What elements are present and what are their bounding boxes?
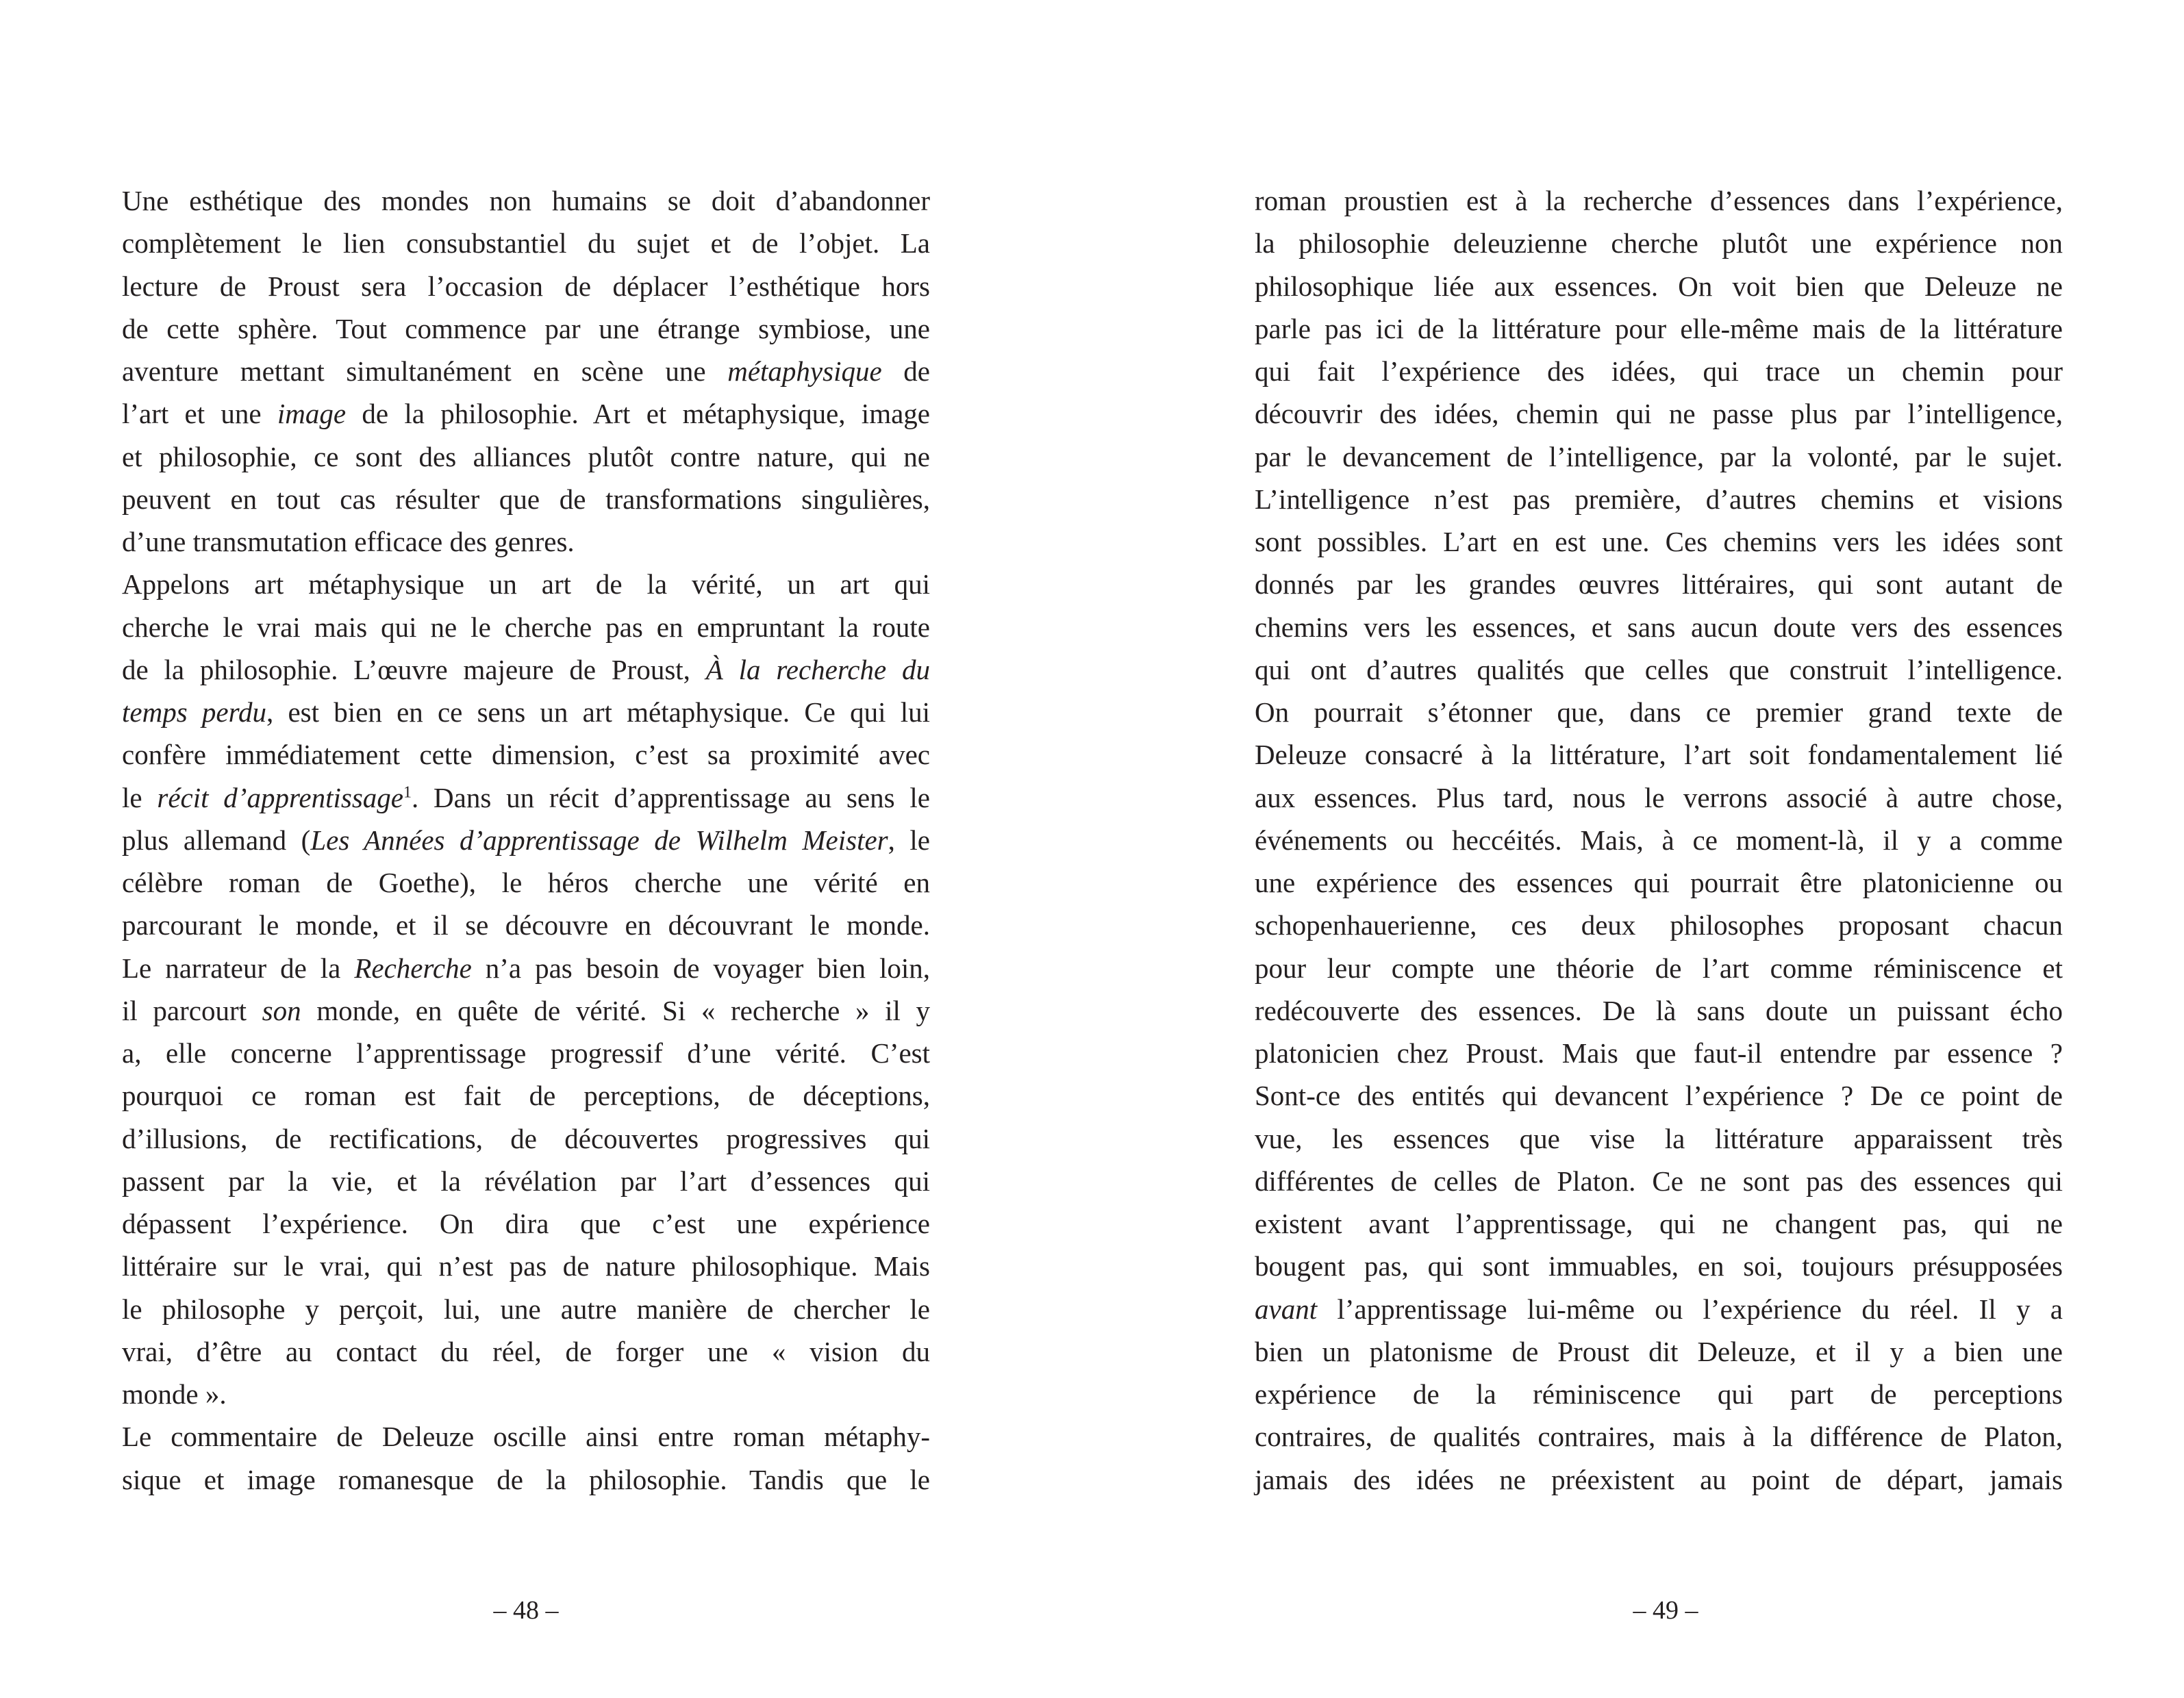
text-segment: Deleuze consacré à la littérature, l’art soit fondamentalement lié (1255, 739, 2063, 771)
text-segment: Le narrateur de la (122, 952, 355, 984)
text-segment: bien un platonisme de Proust dit Deleuze, et il y a bien une (1255, 1335, 2063, 1367)
body-text (122, 179, 930, 1501)
text-line (122, 1245, 930, 1287)
text-segment: roman proustien est à la recherche d’essences dans l’expérience, (1255, 185, 2063, 216)
text-line (122, 307, 930, 350)
text-line (1255, 520, 2063, 563)
text-line (122, 904, 930, 946)
text-line (122, 1202, 930, 1245)
text-segment: On pourrait s’étonner que, dans ce premier grand texte de (1255, 696, 2063, 728)
text-line (1255, 691, 2063, 733)
text-line (122, 1330, 930, 1373)
italic-text: Les Années d’apprentissage de Wilhelm Meister (310, 824, 888, 856)
italic-text: son (262, 994, 301, 1026)
text-segment: cherche le vrai mais qui ne le cherche pas en empruntant la route (122, 611, 930, 643)
text-segment: l’art et une (122, 398, 277, 430)
text-line (1255, 733, 2063, 776)
text-line (1255, 947, 2063, 989)
text-line (1255, 1373, 2063, 1415)
text-line (1255, 1288, 2063, 1330)
text-line (122, 179, 930, 222)
text-segment: événements ou heccéités. Mais, à ce moment-là, il y a comme (1255, 824, 2063, 856)
text-segment: a, elle concerne l’apprentissage progressif d’une vérité. C’est (122, 1037, 930, 1069)
text-line (1255, 1245, 2063, 1287)
text-segment: chemins vers les essences, et sans aucun doute vers des essences (1255, 611, 2063, 643)
text-segment: littéraire sur le vrai, qui n’est pas de nature philosophique. Mais (122, 1250, 930, 1282)
text-line (1255, 1074, 2063, 1117)
text-line (1255, 307, 2063, 350)
text-line (1255, 478, 2063, 520)
text-line (1255, 1415, 2063, 1458)
text-segment: par le devancement de l’intelligence, par la volonté, par le sujet. (1255, 440, 2063, 472)
text-line (122, 350, 930, 392)
text-line (1255, 350, 2063, 392)
text-segment: Sont-ce des entités qui devancent l’expérience ? De ce point de (1255, 1080, 2063, 1112)
text-segment: l’apprentissage lui-même ou l’expérience du réel. Il y a (1317, 1293, 2063, 1325)
text-line (122, 606, 930, 648)
text-segment: sique et image romanesque de la philosophie. Tandis que le (122, 1463, 930, 1495)
italic-text: À la recherche du (705, 653, 930, 685)
text-segment: découvrir des idées, chemin qui ne passe plus par l’intelligence, (1255, 398, 2063, 430)
text-line (1255, 1458, 2063, 1501)
text-segment: donnés par les grandes œuvres littéraires, qui sont autant de (1255, 568, 2063, 600)
text-segment: la philosophie deleuzienne cherche plutôt une expérience non (1255, 227, 2063, 259)
text-segment: le philosophe y perçoit, lui, une autre manière de chercher le (122, 1293, 930, 1325)
text-line (122, 733, 930, 776)
text-line (122, 520, 930, 563)
text-segment: confère immédiatement cette dimension, c’est sa proximité avec (122, 739, 930, 771)
text-line (122, 1288, 930, 1330)
text-segment: sont possibles. L’art en est une. Ces chemins vers les idées sont (1255, 526, 2063, 557)
text-line (122, 392, 930, 435)
text-line (122, 1415, 930, 1458)
text-line (122, 1458, 930, 1501)
text-segment: différentes de celles de Platon. Ce ne sont pas des essences qui (1255, 1165, 2063, 1197)
text-segment: Une esthétique des mondes non humains se doit d’abandonner (122, 185, 930, 216)
text-line (1255, 392, 2063, 435)
text-line (1255, 819, 2063, 861)
text-segment: Appelons art métaphysique un art de la vérité, un art qui (122, 568, 930, 600)
text-segment: d’une transmutation efficace des genres. (122, 526, 575, 557)
text-segment: schopenhauerienne, ces deux philosophes proposant chacun (1255, 909, 2063, 941)
text-segment: bougent pas, qui sont immuables, en soi, toujours présupposées (1255, 1250, 2063, 1282)
text-segment: redécouverte des essences. De là sans doute un puissant écho (1255, 994, 2063, 1026)
text-line (122, 691, 930, 733)
italic-text: avant (1255, 1293, 1318, 1325)
text-line (122, 989, 930, 1032)
text-line (122, 563, 930, 605)
italic-text: Recherche (354, 952, 472, 984)
text-segment: et philosophie, ce sont des alliances plutôt contre nature, qui ne (122, 440, 930, 472)
text-segment: il parcourt (122, 994, 262, 1026)
text-segment: dépassent l’expérience. On dira que c’est une expérience (122, 1208, 930, 1239)
text-segment: Le commentaire de Deleuze oscille ainsi entre roman métaphy- (122, 1421, 930, 1453)
text-segment: de (881, 355, 930, 387)
text-line (1255, 222, 2063, 264)
text-line (1255, 776, 2063, 819)
text-segment: existent avant l’apprentissage, qui ne changent pas, qui ne (1255, 1208, 2063, 1239)
text-segment: parcourant le monde, et il se découvre en découvrant le monde. (122, 909, 930, 941)
page-number: – 48 – (493, 1596, 559, 1625)
text-line (122, 478, 930, 520)
text-segment: pourquoi ce roman est fait de perceptions, de déceptions, (122, 1080, 930, 1112)
text-segment: philosophique liée aux essences. On voit bien que Deleuze ne (1255, 270, 2063, 302)
text-segment: d’illusions, de rectifications, de découvertes progressives qui (122, 1122, 930, 1154)
text-segment: L’intelligence n’est pas première, d’autres chemins et visions (1255, 483, 2063, 515)
footnote-marker: 1 (403, 783, 412, 801)
text-line (1255, 904, 2063, 946)
page-right (1092, 0, 2183, 1698)
text-line (1255, 1160, 2063, 1202)
text-segment: plus allemand ( (122, 824, 311, 856)
text-line (122, 1117, 930, 1160)
text-segment: de cette sphère. Tout commence par une étrange symbiose, une (122, 312, 930, 344)
text-segment: platonicien chez Proust. Mais que faut-il entendre par essence ? (1255, 1037, 2063, 1069)
text-segment: peuvent en tout cas résulter que de transformations singulières, (122, 483, 930, 515)
text-segment: célèbre roman de Goethe), le héros cherche une vérité en (122, 867, 930, 898)
text-line (122, 819, 930, 861)
text-line (1255, 606, 2063, 648)
text-line (1255, 435, 2063, 478)
text-segment: vue, les essences que vise la littérature apparaissent très (1255, 1122, 2063, 1154)
text-segment: monde, en quête de vérité. Si « recherche » il y (301, 994, 930, 1026)
text-segment: parle pas ici de la littérature pour elle-même mais de la littérature (1255, 312, 2063, 344)
italic-text: récit d’apprentissage (157, 781, 403, 813)
text-segment: , le (888, 824, 930, 856)
text-line (1255, 648, 2063, 691)
body-text (1255, 179, 2063, 1501)
text-segment: vrai, d’être au contact du réel, de forger une « vision du (122, 1335, 930, 1367)
text-segment: n’a pas besoin de voyager bien loin, (471, 952, 930, 984)
text-segment: pour leur compte une théorie de l’art comme réminiscence et (1255, 952, 2063, 984)
text-line (1255, 1032, 2063, 1074)
text-line (122, 648, 930, 691)
text-segment: une expérience des essences qui pourrait être platonicienne ou (1255, 867, 2063, 898)
text-line (1255, 1117, 2063, 1160)
text-segment: jamais des idées ne préexistent au point de départ, jamais (1255, 1463, 2063, 1495)
text-line (122, 947, 930, 989)
text-segment: monde ». (122, 1378, 227, 1410)
text-line (1255, 265, 2063, 307)
page-number: – 49 – (1633, 1596, 1698, 1625)
text-line (122, 1373, 930, 1415)
text-segment: expérience de la réminiscence qui part de perceptions (1255, 1378, 2063, 1410)
text-segment: aux essences. Plus tard, nous le verrons associé à autre chose, (1255, 781, 2063, 813)
text-segment: qui fait l’expérience des idées, qui trace un chemin pour (1255, 355, 2063, 387)
text-line (1255, 861, 2063, 904)
text-segment: qui ont d’autres qualités que celles que construit l’intelligence. (1255, 653, 2063, 685)
text-line (122, 222, 930, 264)
text-segment: de la philosophie. L’œuvre majeure de Proust, (122, 653, 706, 685)
italic-text: métaphysique (727, 355, 882, 387)
text-line (122, 1160, 930, 1202)
text-line (1255, 1202, 2063, 1245)
text-line (1255, 563, 2063, 605)
italic-text: temps perdu (122, 696, 267, 728)
text-line (122, 776, 930, 819)
text-line (1255, 989, 2063, 1032)
text-segment: passent par la vie, et la révélation par l’art d’essences qui (122, 1165, 930, 1197)
text-line (122, 861, 930, 904)
text-line (122, 1074, 930, 1117)
text-line (122, 435, 930, 478)
text-line (122, 1032, 930, 1074)
text-segment: le (122, 781, 158, 813)
italic-text: image (277, 398, 347, 430)
text-line (122, 265, 930, 307)
text-segment: , est bien en ce sens un art métaphysique. Ce qui lui (266, 696, 930, 728)
text-segment: contraires, de qualités contraires, mais à la différence de Platon, (1255, 1421, 2063, 1453)
text-segment: de la philosophie. Art et métaphysique, image (346, 398, 930, 430)
text-segment: . Dans un récit d’apprentissage au sens le (411, 781, 931, 813)
text-line (1255, 1330, 2063, 1373)
text-segment: lecture de Proust sera l’occasion de déplacer l’esthétique hors (122, 270, 930, 302)
text-segment: complètement le lien consubstantiel du sujet et de l’objet. La (122, 227, 930, 259)
text-segment: aventure mettant simultanément en scène une (122, 355, 728, 387)
text-line (1255, 179, 2063, 222)
